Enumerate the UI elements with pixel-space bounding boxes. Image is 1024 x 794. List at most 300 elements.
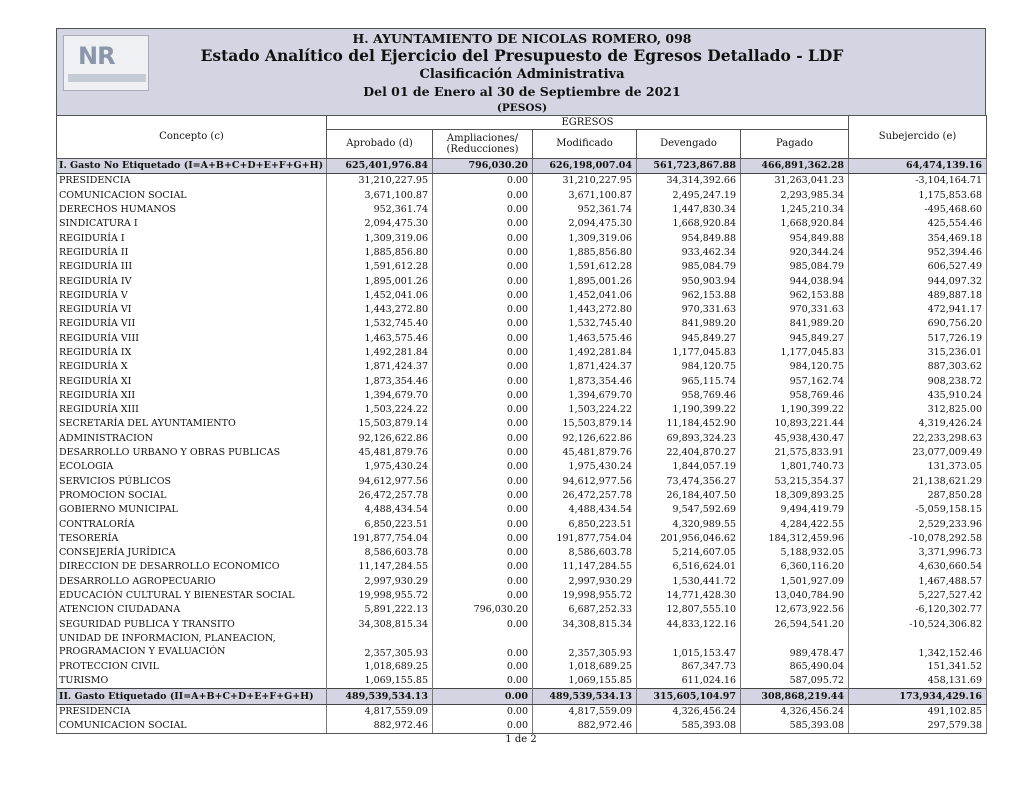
- table-row: [57, 217, 987, 231]
- table-row: [57, 618, 987, 632]
- cell-devengado: 69,893,324.23: [637, 432, 741, 446]
- cell-subejercido: 4,319,426.24: [849, 417, 987, 431]
- cell-ampliaciones: 0.00: [433, 575, 533, 589]
- cell-aprobado: 1,591,612.28: [327, 260, 433, 274]
- table-row: [57, 346, 987, 360]
- cell-subejercido: 1,342,152.46: [849, 632, 987, 660]
- cell-aprobado: 489,539,534.13: [327, 689, 433, 704]
- cell-subejercido: 1,175,853.68: [849, 189, 987, 203]
- cell-aprobado: 92,126,622.86: [327, 432, 433, 446]
- cell-ampliaciones: 0.00: [433, 174, 533, 189]
- col-aprobado: Aprobado (d): [327, 130, 433, 159]
- cell-pagado: 945,849.27: [741, 332, 849, 346]
- cell-ampliaciones: 0.00: [433, 560, 533, 574]
- logo-text: NR: [78, 42, 115, 70]
- cell-devengado: 611,024.16: [637, 674, 741, 689]
- cell-devengado: 6,516,624.01: [637, 560, 741, 574]
- cell-modificado: 1,871,424.37: [533, 360, 637, 374]
- cell-devengado: 9,547,592.69: [637, 503, 741, 517]
- cell-devengado: 315,605,104.97: [637, 689, 741, 704]
- cell-pagado: 985,084.79: [741, 260, 849, 274]
- table-row: [57, 560, 987, 574]
- cell-devengado: 12,807,555.10: [637, 603, 741, 617]
- table-row: [57, 719, 987, 734]
- cell-devengado: 970,331.63: [637, 303, 741, 317]
- cell-pagado: 184,312,459.96: [741, 532, 849, 546]
- cell-pagado: 984,120.75: [741, 360, 849, 374]
- cell-ampliaciones: 796,030.20: [433, 159, 533, 174]
- cell-modificado: 1,309,319.06: [533, 231, 637, 245]
- cell-ampliaciones: 0.00: [433, 589, 533, 603]
- cell-ampliaciones: 0.00: [433, 503, 533, 517]
- cell-subejercido: 425,554.46: [849, 217, 987, 231]
- col-pagado: Pagado: [741, 130, 849, 159]
- table-row: [57, 203, 987, 217]
- table-row: [57, 360, 987, 374]
- cell-pagado: 10,893,221.44: [741, 417, 849, 431]
- cell-concepto: SECRETARÍA DEL AYUNTAMIENTO: [57, 417, 327, 431]
- cell-aprobado: 5,891,222.13: [327, 603, 433, 617]
- cell-concepto: COMUNICACION SOCIAL: [57, 189, 327, 203]
- cell-pagado: 4,284,422.55: [741, 517, 849, 531]
- cell-modificado: 11,147,284.55: [533, 560, 637, 574]
- cell-pagado: 45,938,430.47: [741, 432, 849, 446]
- cell-devengado: 4,326,456.24: [637, 704, 741, 719]
- cell-aprobado: 1,069,155.85: [327, 674, 433, 689]
- cell-aprobado: 2,094,475.30: [327, 217, 433, 231]
- cell-modificado: 2,094,475.30: [533, 217, 637, 231]
- cell-ampliaciones: 0.00: [433, 189, 533, 203]
- cell-devengado: 34,314,392.66: [637, 174, 741, 189]
- cell-modificado: 489,539,534.13: [533, 689, 637, 704]
- cell-subejercido: 22,233,298.63: [849, 432, 987, 446]
- cell-pagado: 585,393.08: [741, 719, 849, 734]
- cell-ampliaciones: 0.00: [433, 546, 533, 560]
- cell-aprobado: 8,586,603.78: [327, 546, 433, 560]
- report-period: Del 01 de Enero al 30 de Septiembre de 2021: [363, 84, 681, 99]
- cell-devengado: 1,015,153.47: [637, 632, 741, 660]
- cell-concepto: REGIDURÍA XI: [57, 374, 327, 388]
- table-row: [57, 174, 987, 189]
- cell-modificado: 2,357,305.93: [533, 632, 637, 660]
- cell-modificado: 1,503,224.22: [533, 403, 637, 417]
- cell-pagado: 1,177,045.83: [741, 346, 849, 360]
- cell-ampliaciones: 0.00: [433, 674, 533, 689]
- cell-modificado: 4,817,559.09: [533, 704, 637, 719]
- cell-ampliaciones: 0.00: [433, 517, 533, 531]
- cell-devengado: 1,190,399.22: [637, 403, 741, 417]
- cell-aprobado: 1,394,679.70: [327, 389, 433, 403]
- table-row: [57, 575, 987, 589]
- report-subtitle: Clasificación Administrativa: [419, 67, 625, 82]
- cell-aprobado: 6,850,223.51: [327, 517, 433, 531]
- cell-pagado: 957,162.74: [741, 374, 849, 388]
- cell-concepto: COMUNICACION SOCIAL: [57, 719, 327, 734]
- cell-concepto: REGIDURÍA IV: [57, 274, 327, 288]
- cell-devengado: 984,120.75: [637, 360, 741, 374]
- cell-aprobado: 2,997,930.29: [327, 575, 433, 589]
- cell-ampliaciones: 0.00: [433, 260, 533, 274]
- cell-modificado: 1,591,612.28: [533, 260, 637, 274]
- cell-concepto: REGIDURÍA II: [57, 246, 327, 260]
- table-row: [57, 246, 987, 260]
- cell-ampliaciones: 0.00: [433, 360, 533, 374]
- cell-concepto: I. Gasto No Etiquetado (I=A+B+C+D+E+F+G+H): [57, 159, 327, 174]
- cell-ampliaciones: 0.00: [433, 217, 533, 231]
- cell-concepto: SEGURIDAD PUBLICA Y TRANSITO: [57, 618, 327, 632]
- cell-ampliaciones: 0.00: [433, 689, 533, 704]
- cell-concepto: EDUCACIÓN CULTURAL Y BIENESTAR SOCIAL: [57, 589, 327, 603]
- cell-aprobado: 1,463,575.46: [327, 332, 433, 346]
- cell-subejercido: 489,887.18: [849, 289, 987, 303]
- cell-pagado: 13,040,784.90: [741, 589, 849, 603]
- cell-pagado: 1,501,927.09: [741, 575, 849, 589]
- cell-concepto: CONTRALORÍA: [57, 517, 327, 531]
- col-modificado: Modificado: [533, 130, 637, 159]
- cell-subejercido: 315,236.01: [849, 346, 987, 360]
- table-row: [57, 389, 987, 403]
- cell-pagado: 6,360,116.20: [741, 560, 849, 574]
- cell-devengado: 1,668,920.84: [637, 217, 741, 231]
- cell-devengado: 22,404,870.27: [637, 446, 741, 460]
- cell-modificado: 1,443,272.80: [533, 303, 637, 317]
- cell-subejercido: 354,469.18: [849, 231, 987, 245]
- table-row: [57, 460, 987, 474]
- cell-pagado: 26,594,541.20: [741, 618, 849, 632]
- cell-pagado: 958,769.46: [741, 389, 849, 403]
- cell-devengado: 945,849.27: [637, 332, 741, 346]
- page-number: 1 de 2: [505, 734, 537, 745]
- col-egresos-group: EGRESOS: [327, 116, 849, 130]
- col-concepto: Concepto (c): [57, 116, 327, 159]
- cell-aprobado: 1,873,354.46: [327, 374, 433, 388]
- cell-modificado: 4,488,434.54: [533, 503, 637, 517]
- table-row: [57, 632, 987, 660]
- cell-concepto: REGIDURÍA III: [57, 260, 327, 274]
- table-row: [57, 374, 987, 388]
- cell-devengado: 1,530,441.72: [637, 575, 741, 589]
- cell-modificado: 1,873,354.46: [533, 374, 637, 388]
- table-body: [57, 159, 987, 734]
- cell-ampliaciones: 0.00: [433, 231, 533, 245]
- table-row: [57, 489, 987, 503]
- cell-ampliaciones: 0.00: [433, 704, 533, 719]
- table-row: [57, 303, 987, 317]
- cell-ampliaciones: 796,030.20: [433, 603, 533, 617]
- cell-pagado: 1,801,740.73: [741, 460, 849, 474]
- cell-concepto: REGIDURÍA XIII: [57, 403, 327, 417]
- cell-pagado: 2,293,985.34: [741, 189, 849, 203]
- cell-ampliaciones: 0.00: [433, 374, 533, 388]
- cell-devengado: 985,084.79: [637, 260, 741, 274]
- cell-modificado: 1,018,689.25: [533, 660, 637, 674]
- cell-aprobado: 26,472,257.78: [327, 489, 433, 503]
- report-header: [56, 28, 986, 116]
- cell-concepto: REGIDURÍA VII: [57, 317, 327, 331]
- cell-devengado: 44,833,122.16: [637, 618, 741, 632]
- cell-modificado: 26,472,257.78: [533, 489, 637, 503]
- budget-table: [56, 115, 987, 734]
- cell-subejercido: 606,527.49: [849, 260, 987, 274]
- cell-modificado: 882,972.46: [533, 719, 637, 734]
- table-row: [57, 603, 987, 617]
- cell-modificado: 45,481,879.76: [533, 446, 637, 460]
- table-row: [57, 517, 987, 531]
- cell-modificado: 1,463,575.46: [533, 332, 637, 346]
- cell-concepto: II. Gasto Etiquetado (II=A+B+C+D+E+F+G+H): [57, 689, 327, 704]
- cell-concepto: DERECHOS HUMANOS: [57, 203, 327, 217]
- cell-ampliaciones: 0.00: [433, 532, 533, 546]
- cell-devengado: 965,115.74: [637, 374, 741, 388]
- table-row: [57, 432, 987, 446]
- cell-devengado: 11,184,452.90: [637, 417, 741, 431]
- cell-concepto: PROMOCION SOCIAL: [57, 489, 327, 503]
- cell-aprobado: 15,503,879.14: [327, 417, 433, 431]
- table-row: [57, 403, 987, 417]
- cell-devengado: 26,184,407.50: [637, 489, 741, 503]
- cell-ampliaciones: 0.00: [433, 660, 533, 674]
- cell-subejercido: 944,097.32: [849, 274, 987, 288]
- cell-modificado: 15,503,879.14: [533, 417, 637, 431]
- cell-aprobado: 882,972.46: [327, 719, 433, 734]
- table-row: [57, 546, 987, 560]
- table-row: [57, 332, 987, 346]
- cell-modificado: 1,975,430.24: [533, 460, 637, 474]
- cell-ampliaciones: 0.00: [433, 303, 533, 317]
- cell-ampliaciones: 0.00: [433, 417, 533, 431]
- cell-devengado: 14,771,428.30: [637, 589, 741, 603]
- cell-aprobado: 952,361.74: [327, 203, 433, 217]
- cell-pagado: 1,245,210.34: [741, 203, 849, 217]
- cell-subejercido: 517,726.19: [849, 332, 987, 346]
- cell-devengado: 1,177,045.83: [637, 346, 741, 360]
- cell-concepto: TURISMO: [57, 674, 327, 689]
- cell-concepto: DIRECCION DE DESARROLLO ECONOMICO: [57, 560, 327, 574]
- cell-pagado: 1,668,920.84: [741, 217, 849, 231]
- cell-concepto: DESARROLLO AGROPECUARIO: [57, 575, 327, 589]
- cell-modificado: 34,308,815.34: [533, 618, 637, 632]
- cell-subejercido: 312,825.00: [849, 403, 987, 417]
- cell-subejercido: 3,371,996.73: [849, 546, 987, 560]
- cell-pagado: 12,673,922.56: [741, 603, 849, 617]
- cell-ampliaciones: 0.00: [433, 446, 533, 460]
- cell-subejercido: 4,630,660.54: [849, 560, 987, 574]
- cell-ampliaciones: 0.00: [433, 618, 533, 632]
- report-title: Estado Analítico del Ejercicio del Presupuesto de Egresos Detallado - LDF: [200, 46, 844, 65]
- cell-aprobado: 34,308,815.34: [327, 618, 433, 632]
- col-subejercido: Subejercido (e): [849, 116, 987, 159]
- cell-ampliaciones: 0.00: [433, 432, 533, 446]
- cell-modificado: 952,361.74: [533, 203, 637, 217]
- cell-aprobado: 4,488,434.54: [327, 503, 433, 517]
- cell-subejercido: 64,474,139.16: [849, 159, 987, 174]
- cell-pagado: 865,490.04: [741, 660, 849, 674]
- cell-aprobado: 1,309,319.06: [327, 231, 433, 245]
- table-row: [57, 589, 987, 603]
- cell-concepto: SINDICATURA I: [57, 217, 327, 231]
- cell-ampliaciones: 0.00: [433, 274, 533, 288]
- cell-ampliaciones: 0.00: [433, 317, 533, 331]
- cell-pagado: 1,190,399.22: [741, 403, 849, 417]
- cell-subejercido: 472,941.17: [849, 303, 987, 317]
- cell-aprobado: 1,885,856.80: [327, 246, 433, 260]
- cell-ampliaciones: 0.00: [433, 332, 533, 346]
- cell-ampliaciones: 0.00: [433, 403, 533, 417]
- cell-subejercido: 458,131.69: [849, 674, 987, 689]
- cell-ampliaciones: 0.00: [433, 246, 533, 260]
- cell-aprobado: 2,357,305.93: [327, 632, 433, 660]
- table-row: [57, 674, 987, 689]
- cell-modificado: 1,069,155.85: [533, 674, 637, 689]
- cell-aprobado: 3,671,100.87: [327, 189, 433, 203]
- cell-subejercido: 21,138,621.29: [849, 475, 987, 489]
- cell-modificado: 3,671,100.87: [533, 189, 637, 203]
- cell-ampliaciones: 0.00: [433, 632, 533, 660]
- cell-aprobado: 1,452,041.06: [327, 289, 433, 303]
- cell-concepto: REGIDURÍA XII: [57, 389, 327, 403]
- cell-subejercido: 173,934,429.16: [849, 689, 987, 704]
- table-row: [57, 417, 987, 431]
- report-units: (PESOS): [496, 102, 548, 114]
- cell-subejercido: 131,373.05: [849, 460, 987, 474]
- cell-concepto: PRESIDENCIA: [57, 704, 327, 719]
- table-row: [57, 532, 987, 546]
- cell-modificado: 8,586,603.78: [533, 546, 637, 560]
- cell-subejercido: 151,341.52: [849, 660, 987, 674]
- table-row: [57, 475, 987, 489]
- cell-subejercido: 23,077,009.49: [849, 446, 987, 460]
- cell-pagado: 841,989.20: [741, 317, 849, 331]
- cell-devengado: 2,495,247.19: [637, 189, 741, 203]
- cell-concepto: TESORERÍA: [57, 532, 327, 546]
- cell-devengado: 1,844,057.19: [637, 460, 741, 474]
- cell-ampliaciones: 0.00: [433, 346, 533, 360]
- table-row: [57, 503, 987, 517]
- cell-ampliaciones: 0.00: [433, 719, 533, 734]
- cell-devengado: 954,849.88: [637, 231, 741, 245]
- cell-modificado: 2,997,930.29: [533, 575, 637, 589]
- report-sheet: [56, 28, 986, 745]
- cell-modificado: 1,492,281.84: [533, 346, 637, 360]
- table-row: [57, 189, 987, 203]
- cell-aprobado: 1,532,745.40: [327, 317, 433, 331]
- col-devengado: Devengado: [637, 130, 741, 159]
- cell-subejercido: 5,227,527.42: [849, 589, 987, 603]
- cell-ampliaciones: 0.00: [433, 475, 533, 489]
- cell-pagado: 989,478.47: [741, 632, 849, 660]
- col-ampliaciones: Ampliaciones/ (Reducciones): [433, 130, 533, 159]
- cell-modificado: 19,998,955.72: [533, 589, 637, 603]
- cell-devengado: 1,447,830.34: [637, 203, 741, 217]
- table-header: [57, 116, 987, 159]
- cell-modificado: 1,394,679.70: [533, 389, 637, 403]
- cell-subejercido: -3,104,164.71: [849, 174, 987, 189]
- cell-aprobado: 45,481,879.76: [327, 446, 433, 460]
- cell-subejercido: 887,303.62: [849, 360, 987, 374]
- cell-subejercido: 908,238.72: [849, 374, 987, 388]
- cell-subejercido: 2,529,233.96: [849, 517, 987, 531]
- cell-ampliaciones: 0.00: [433, 389, 533, 403]
- cell-concepto: DESARROLLO URBANO Y OBRAS PUBLICAS: [57, 446, 327, 460]
- cell-subejercido: 297,579.38: [849, 719, 987, 734]
- cell-pagado: 308,868,219.44: [741, 689, 849, 704]
- table-row: [57, 317, 987, 331]
- table-row: [57, 274, 987, 288]
- cell-pagado: 18,309,893.25: [741, 489, 849, 503]
- cell-aprobado: 4,817,559.09: [327, 704, 433, 719]
- table-row: [57, 704, 987, 719]
- cell-subejercido: 1,467,488.57: [849, 575, 987, 589]
- cell-subejercido: -6,120,302.77: [849, 603, 987, 617]
- cell-aprobado: 94,612,977.56: [327, 475, 433, 489]
- cell-pagado: 53,215,354.37: [741, 475, 849, 489]
- cell-aprobado: 1,018,689.25: [327, 660, 433, 674]
- cell-subejercido: -10,078,292.58: [849, 532, 987, 546]
- cell-devengado: 73,474,356.27: [637, 475, 741, 489]
- cell-pagado: 4,326,456.24: [741, 704, 849, 719]
- cell-aprobado: 1,443,272.80: [327, 303, 433, 317]
- cell-modificado: 6,850,223.51: [533, 517, 637, 531]
- cell-devengado: 585,393.08: [637, 719, 741, 734]
- cell-subejercido: -5,059,158.15: [849, 503, 987, 517]
- cell-modificado: 6,687,252.33: [533, 603, 637, 617]
- cell-concepto: REGIDURÍA IX: [57, 346, 327, 360]
- cell-aprobado: 11,147,284.55: [327, 560, 433, 574]
- cell-modificado: 1,532,745.40: [533, 317, 637, 331]
- cell-subejercido: 491,102.85: [849, 704, 987, 719]
- cell-ampliaciones: 0.00: [433, 489, 533, 503]
- cell-aprobado: 31,210,227.95: [327, 174, 433, 189]
- cell-concepto: CONSEJERÍA JURÍDICA: [57, 546, 327, 560]
- cell-devengado: 5,214,607.05: [637, 546, 741, 560]
- cell-aprobado: 1,975,430.24: [327, 460, 433, 474]
- cell-concepto: UNIDAD DE INFORMACION, PLANEACION, PROGRAMACION Y EVALUACIÓN: [57, 632, 327, 660]
- cell-modificado: 92,126,622.86: [533, 432, 637, 446]
- cell-pagado: 31,263,041.23: [741, 174, 849, 189]
- entity-name: H. AYUNTAMIENTO DE NICOLAS ROMERO, 098: [352, 31, 692, 46]
- cell-modificado: 1,452,041.06: [533, 289, 637, 303]
- cell-devengado: 962,153.88: [637, 289, 741, 303]
- cell-concepto: REGIDURÍA VI: [57, 303, 327, 317]
- cell-modificado: 191,877,754.04: [533, 532, 637, 546]
- table-row: [57, 289, 987, 303]
- total-row: [57, 159, 987, 174]
- cell-subejercido: 287,850.28: [849, 489, 987, 503]
- cell-concepto: REGIDURÍA VIII: [57, 332, 327, 346]
- cell-concepto: REGIDURÍA I: [57, 231, 327, 245]
- cell-subejercido: 435,910.24: [849, 389, 987, 403]
- cell-pagado: 466,891,362.28: [741, 159, 849, 174]
- cell-subejercido: 690,756.20: [849, 317, 987, 331]
- cell-concepto: REGIDURÍA V: [57, 289, 327, 303]
- table-row: [57, 260, 987, 274]
- cell-subejercido: 952,394.46: [849, 246, 987, 260]
- cell-pagado: 962,153.88: [741, 289, 849, 303]
- cell-pagado: 587,095.72: [741, 674, 849, 689]
- cell-pagado: 920,344.24: [741, 246, 849, 260]
- cell-pagado: 5,188,932.05: [741, 546, 849, 560]
- cell-modificado: 31,210,227.95: [533, 174, 637, 189]
- cell-modificado: 1,885,856.80: [533, 246, 637, 260]
- cell-modificado: 94,612,977.56: [533, 475, 637, 489]
- cell-devengado: 201,956,046.62: [637, 532, 741, 546]
- table-row: [57, 660, 987, 674]
- cell-concepto: ADMINISTRACION: [57, 432, 327, 446]
- cell-devengado: 841,989.20: [637, 317, 741, 331]
- cell-modificado: 1,895,001.26: [533, 274, 637, 288]
- cell-concepto: REGIDURÍA X: [57, 360, 327, 374]
- cell-aprobado: 19,998,955.72: [327, 589, 433, 603]
